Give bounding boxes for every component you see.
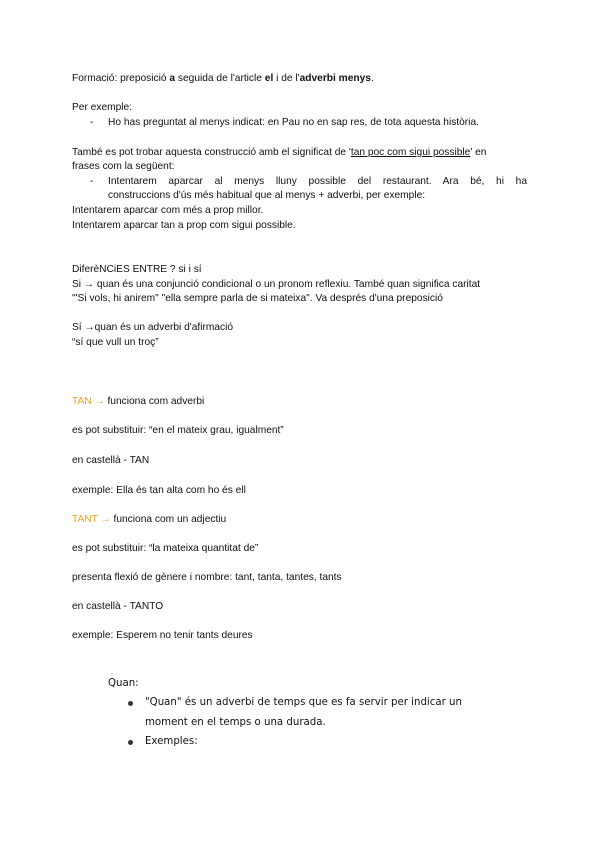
text: Formació: preposició <box>72 73 170 84</box>
bullet-dot <box>128 740 133 745</box>
tan-line-3: exemple: Ella és tan alta com ho és ell <box>72 485 246 496</box>
tan-label: TAN → <box>72 396 105 407</box>
underlined-phrase: tan poc com sigui possible <box>350 147 471 158</box>
text: funciona com un adjectiu <box>110 514 227 525</box>
tant-line-2: presenta flexió de gènere i nombre: tant, tanta, tantes, tants <box>72 572 342 583</box>
text: i de l' <box>273 73 300 84</box>
intentarem-item-line2: construccions d'ús més habitual que al menys + adverbi, per exemple: <box>108 190 426 201</box>
tant-line-1: es pot substituir: “la mateixa quantitat de” <box>72 543 259 554</box>
dash-bullet: - <box>90 117 94 128</box>
quan-item-1-line1: "Quan" és un adverbi de temps que es fa servir per indicar un <box>145 697 462 708</box>
text: seguida de l'article <box>175 73 265 84</box>
example-item: Ho has preguntat al menys indicat: en Pau no en sap res, de tota aquesta història. <box>108 117 479 128</box>
tambe-line-2: frases com la següent: <box>72 161 175 172</box>
text: funciona com adverbi <box>104 396 205 407</box>
quan-item-2: Exemples: <box>145 736 198 747</box>
text: . <box>370 73 374 84</box>
quan-item-1-line2: moment en el temps o una durada. <box>145 717 326 728</box>
si-line-2: "'Si vols, hi anirem" "ella sempre parla de si mateixa". Va després d'una preposició <box>72 293 443 304</box>
tant-label: TANT → <box>72 514 111 525</box>
tan-line-2: en castellà - TAN <box>72 455 150 466</box>
si-line-3: Sí →quan és un adverbi d'afirmació <box>72 322 234 333</box>
formacio-line <box>72 72 374 86</box>
tant-line-3: en castellà - TANTO <box>72 601 164 612</box>
bold-el: el <box>264 73 274 84</box>
quan-heading: Quan: <box>108 678 139 689</box>
intentarem-item-line1: Intentarem aparcar al menys lluny possible del restaurant. Ara bé, hi ha <box>108 176 527 187</box>
text: També es pot trobar aquesta construcció amb el significat de ' <box>72 147 351 158</box>
bold-adverbi-menys: adverbi menys <box>299 73 371 84</box>
example-1: Intentarem aparcar com més a prop millor. <box>72 205 264 216</box>
dash-bullet: - <box>90 176 94 187</box>
si-line-1: Si → quan és una conjunció condicional o un pronom reflexiu. També quan significa caritat <box>72 279 481 290</box>
bullet-dot <box>128 701 133 706</box>
text: ' en <box>470 147 487 158</box>
tant-heading <box>72 513 226 527</box>
per-exemple: Per exemple: <box>72 102 133 113</box>
tant-line-4: exemple: Esperem no tenir tants deures <box>72 630 253 641</box>
si-heading: DiferèNCiES ENTRE ? si i sí <box>72 264 202 275</box>
bold-a: a <box>169 73 176 84</box>
tambe-line <box>72 146 486 160</box>
si-line-4: “sí que vull un troç” <box>72 337 159 348</box>
tan-line-1: es pot substituir: “en el mateix grau, igualment” <box>72 425 284 436</box>
tan-heading <box>72 395 204 409</box>
example-2: Intentarem aparcar tan a prop com sigui possible. <box>72 220 296 231</box>
